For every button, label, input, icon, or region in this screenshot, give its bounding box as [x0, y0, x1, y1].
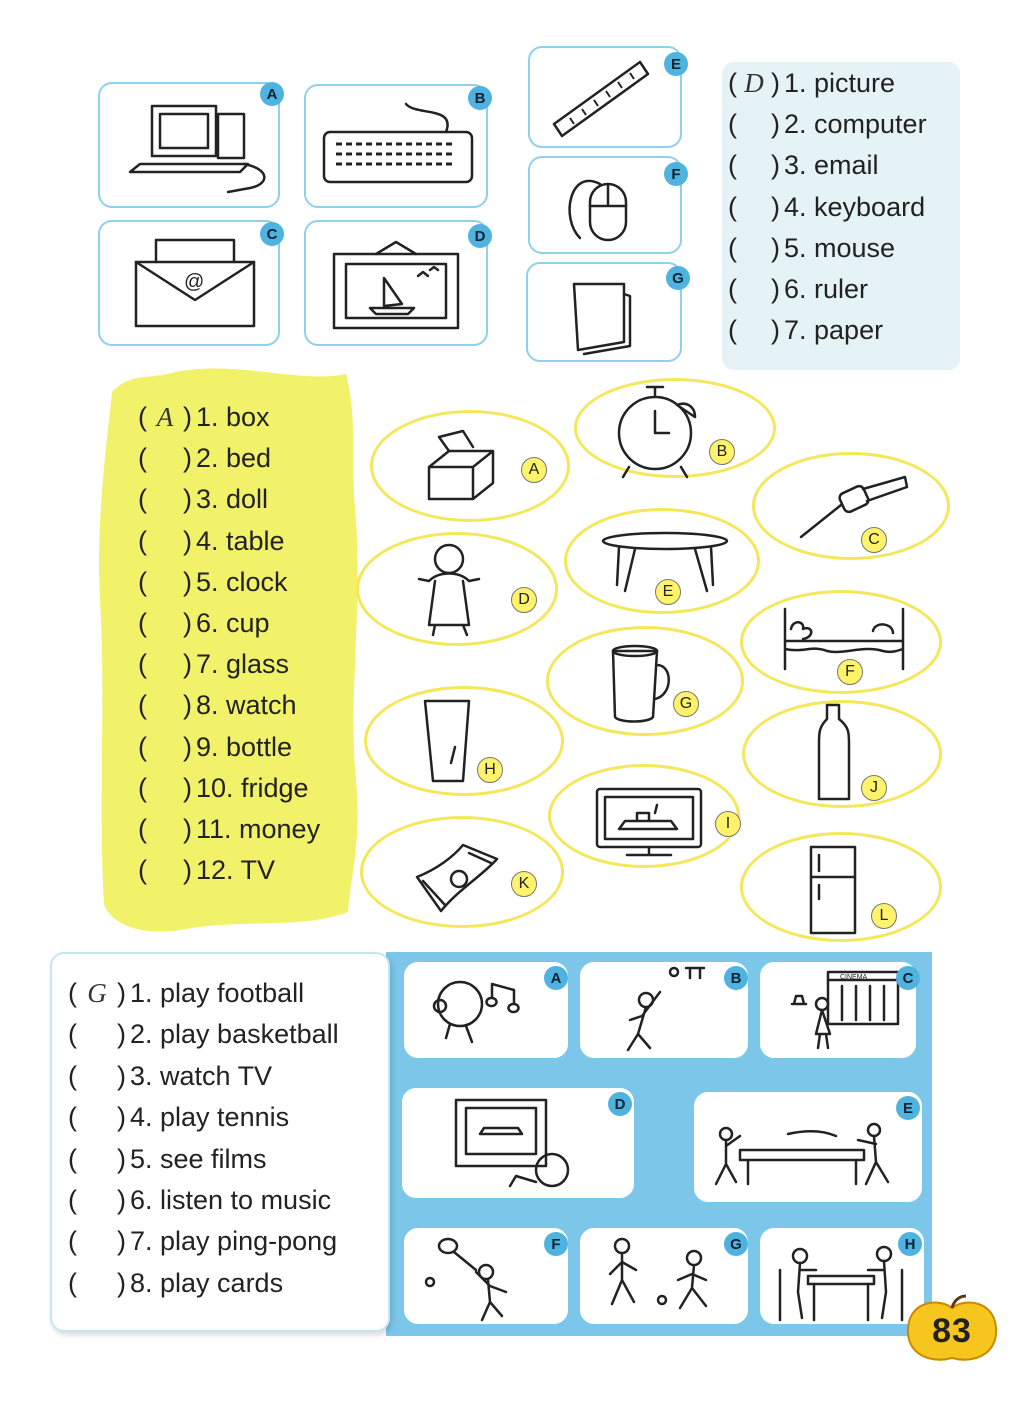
cinema-sign: CINEMA: [840, 974, 868, 981]
tv-icon: [551, 767, 743, 871]
question-text: 3. email: [784, 150, 879, 181]
picture-oval-k: [360, 816, 564, 928]
close-paren: ): [117, 1267, 126, 1298]
picture-oval-l: [740, 832, 942, 942]
activity-card-a: [404, 962, 568, 1058]
activity-card-h: [760, 1228, 924, 1324]
activity-card-g: [580, 1228, 748, 1324]
close-paren: ): [117, 1185, 126, 1215]
close-paren: ): [183, 855, 192, 886]
open-paren: (: [728, 68, 737, 98]
question-text: 4. table: [196, 525, 285, 556]
question-line: [68, 1061, 272, 1092]
question-line: [138, 732, 292, 763]
activity-card-e: [694, 1092, 922, 1202]
question-line: [68, 978, 304, 1009]
open-paren: (: [138, 443, 147, 474]
activity-card-b: [580, 962, 748, 1058]
close-paren: ): [771, 232, 780, 263]
fridge-icon: [743, 835, 945, 945]
glass-icon: [367, 689, 567, 799]
picture-label: A: [544, 966, 568, 990]
question-text: 6. listen to music: [130, 1185, 332, 1215]
question-line: [138, 649, 289, 680]
open-paren: (: [68, 1060, 77, 1091]
open-paren: (: [138, 690, 147, 721]
question-line: [138, 484, 268, 515]
picture-oval-b: [574, 378, 776, 478]
close-paren: ): [771, 274, 780, 304]
picture-label: G: [724, 1232, 748, 1256]
question-text: 11. money: [196, 814, 321, 844]
close-paren: ): [183, 566, 192, 597]
question-line: [68, 1185, 331, 1216]
picture-label: H: [898, 1232, 922, 1256]
picture-label: C: [896, 966, 920, 990]
open-paren: (: [138, 402, 147, 432]
question-text: 1. box: [196, 402, 270, 432]
page-number-badge: [904, 1294, 1000, 1368]
question-line: [138, 608, 270, 639]
question-line: [138, 773, 309, 804]
picture-label: F: [837, 659, 863, 685]
picture-oval-e: [564, 508, 760, 614]
question-text: 9. bottle: [196, 731, 293, 762]
answer-blank[interactable]: D: [744, 68, 764, 98]
close-paren: ): [771, 109, 780, 140]
cup-icon: [549, 629, 747, 739]
picture-label: E: [664, 52, 688, 76]
picture-label: L: [871, 903, 897, 929]
question-line: [138, 443, 271, 474]
question-line: [68, 1019, 339, 1050]
ping-pong-icon: [696, 1094, 924, 1204]
open-paren: (: [138, 649, 147, 680]
close-paren: ): [183, 690, 192, 721]
open-paren: (: [138, 731, 147, 762]
open-paren: (: [728, 274, 737, 304]
picture-oval-h: [364, 686, 564, 796]
open-paren: (: [728, 232, 737, 263]
open-paren: (: [728, 315, 737, 346]
question-line: [68, 1226, 337, 1257]
question-text: 4. keyboard: [784, 191, 926, 222]
picture-oval-g: [546, 626, 744, 736]
picture-oval-j: [742, 700, 942, 808]
watch-icon: [755, 455, 953, 563]
question-text: 1. play football: [130, 978, 305, 1008]
close-paren: ): [771, 68, 780, 98]
alarm-clock-icon: [577, 381, 779, 481]
bottle-icon: [745, 703, 945, 811]
picture-label: E: [655, 579, 681, 605]
open-paren: (: [138, 608, 147, 638]
cinema-icon: [762, 964, 918, 1060]
question-text: 8. play cards: [130, 1267, 284, 1298]
question-text: 3. doll: [196, 484, 269, 515]
picture-label: B: [468, 86, 492, 110]
open-paren: (: [68, 1102, 77, 1133]
open-paren: (: [68, 1226, 77, 1257]
open-paren: (: [68, 1267, 77, 1298]
question-line: [68, 1102, 289, 1133]
close-paren: ): [771, 150, 780, 181]
picture-label: B: [724, 966, 748, 990]
close-paren: ): [117, 1060, 126, 1091]
picture-label: G: [666, 266, 690, 290]
picture-label: C: [260, 222, 284, 246]
page-number: 83: [932, 1312, 972, 1350]
close-paren: ): [117, 978, 126, 1008]
picture-label: D: [511, 587, 537, 613]
close-paren: ): [771, 191, 780, 222]
close-paren: ): [771, 315, 780, 346]
picture-label: B: [709, 439, 735, 465]
question-text: 5. clock: [196, 566, 288, 597]
close-paren: ): [117, 1019, 126, 1050]
picture-label: E: [896, 1096, 920, 1120]
question-line: [68, 1268, 283, 1299]
open-paren: (: [138, 855, 147, 886]
question-text: 2. bed: [196, 443, 272, 474]
picture-oval-d: [356, 532, 558, 646]
picture-label: F: [664, 162, 688, 186]
picture-label: C: [861, 527, 887, 553]
open-paren: (: [68, 1143, 77, 1174]
picture-label: H: [477, 757, 503, 783]
money-icon: [363, 819, 567, 931]
question-text: 7. glass: [196, 649, 290, 680]
close-paren: ): [183, 731, 192, 762]
picture-oval-f: [740, 590, 942, 694]
close-paren: ): [183, 814, 192, 844]
question-text: 2. play basketball: [130, 1019, 339, 1050]
open-paren: (: [138, 484, 147, 515]
open-paren: (: [138, 814, 147, 844]
open-paren: (: [68, 1019, 77, 1050]
answer-blank[interactable]: A: [156, 402, 174, 432]
open-paren: (: [68, 978, 77, 1008]
question-line: [138, 690, 297, 721]
activity-card-f: [404, 1228, 568, 1324]
close-paren: ): [183, 443, 192, 474]
svg-text:@: @: [184, 271, 205, 293]
picture-label: D: [468, 224, 492, 248]
question-text: 12. TV: [196, 855, 276, 886]
open-paren: (: [68, 1185, 77, 1215]
question-text: 3. watch TV: [130, 1060, 273, 1091]
question-text: 1. picture: [784, 68, 896, 98]
close-paren: ): [183, 608, 192, 638]
question-line: [138, 526, 285, 557]
picture-label: I: [715, 811, 741, 837]
answer-blank[interactable]: G: [87, 978, 107, 1008]
picture-label: K: [511, 871, 537, 897]
question-text: 6. ruler: [784, 274, 869, 304]
question-text: 10. fridge: [196, 772, 309, 803]
activity-card-d: [402, 1088, 634, 1198]
question-text: 2. computer: [784, 109, 927, 140]
question-line: [68, 1144, 267, 1175]
close-paren: ): [183, 402, 192, 432]
question-line: [138, 814, 320, 845]
question-line: [138, 567, 288, 598]
open-paren: (: [138, 525, 147, 556]
question-line: [138, 402, 270, 433]
question-text: 7. paper: [784, 315, 884, 346]
question-line: [138, 855, 275, 886]
picture-oval-i: [548, 764, 740, 868]
question-text: 5. mouse: [784, 232, 896, 263]
open-paren: (: [728, 109, 737, 140]
picture-oval-c: [752, 452, 950, 560]
close-paren: ): [183, 525, 192, 556]
question-text: 4. play tennis: [130, 1102, 290, 1133]
close-paren: ): [183, 772, 192, 803]
picture-label: D: [608, 1092, 632, 1116]
picture-label: G: [673, 691, 699, 717]
open-paren: (: [728, 191, 737, 222]
activity-card-c: [760, 962, 916, 1058]
picture-label: F: [544, 1232, 568, 1256]
open-paren: (: [138, 772, 147, 803]
picture-label: A: [260, 82, 284, 106]
open-paren: (: [728, 150, 737, 181]
question-text: 7. play ping-pong: [130, 1226, 338, 1257]
close-paren: ): [183, 484, 192, 515]
question-text: 6. cup: [196, 608, 270, 638]
picture-label: J: [861, 775, 887, 801]
question-text: 8. watch: [196, 690, 297, 721]
watching-tv-icon: [404, 1090, 636, 1200]
question-text: 5. see films: [130, 1143, 267, 1174]
open-paren: (: [138, 566, 147, 597]
close-paren: ): [183, 649, 192, 680]
picture-oval-a: [370, 410, 570, 522]
close-paren: ): [117, 1226, 126, 1257]
close-paren: ): [117, 1102, 126, 1133]
close-paren: ): [117, 1143, 126, 1174]
picture-label: A: [521, 457, 547, 483]
